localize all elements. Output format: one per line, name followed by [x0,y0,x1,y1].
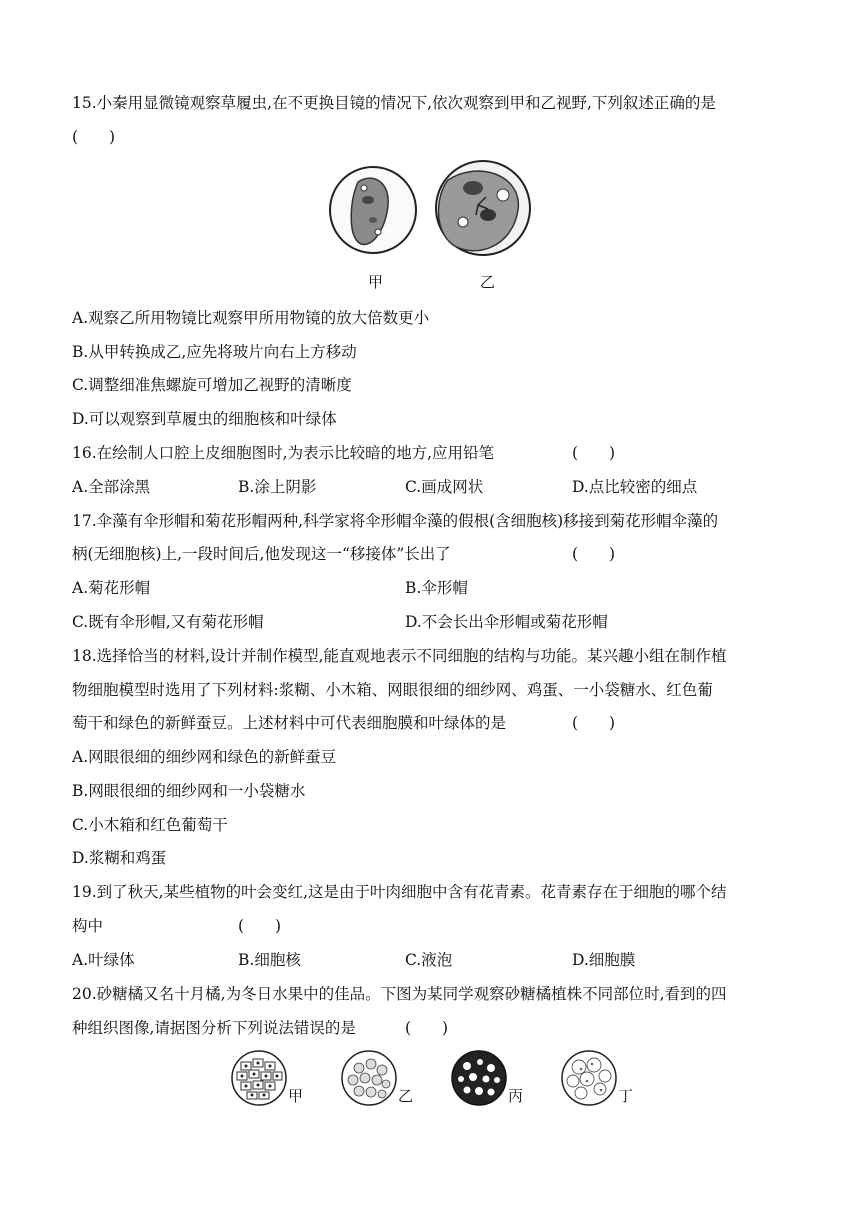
q19-option-d[interactable]: D.细胞膜 [572,951,636,969]
q15-bracket: ( ) [72,128,116,146]
q19-option-c[interactable]: C.液泡 [405,951,453,969]
q20-bracket: ( ) [405,1019,449,1037]
q16-option-a[interactable]: A.全部涂黑 [72,478,151,496]
q15-stem-line1: 15.小秦用显微镜观察草履虫,在不更换目镜的情况下,依次观察到甲和乙视野,下列叙述正确的是 [72,94,716,112]
q18-stem-line3: 萄干和绿色的新鲜蚕豆。上述材料中可代表细胞膜和叶绿体的是 [72,714,507,732]
q17-option-a[interactable]: A.菊花形帽 [72,579,151,597]
field-yi-image [436,161,530,255]
q19-stem-line2: 构中 [72,917,104,935]
q15-option-d[interactable]: D.可以观察到草履虫的细胞核和叶绿体 [72,410,337,428]
q20-tissue-jia-image [229,1050,289,1106]
q15-option-b[interactable]: B.从甲转换成乙,应先将玻片向右上方移动 [72,343,357,361]
q17-stem-line1: 17.伞藻有伞形帽和菊花形帽两种,科学家将伞形帽伞藻的假根(含细胞核)移接到菊花形帽伞藻的 [72,512,719,530]
q19-option-a[interactable]: A.叶绿体 [72,951,135,969]
q18-option-b[interactable]: B.网眼很细的细纱网和一小袋糖水 [72,782,306,800]
q16-stem: 16.在绘制人口腔上皮细胞图时,为表示比较暗的地方,应用铅笔 [72,444,495,462]
q18-option-a[interactable]: A.网眼很细的细纱网和绿色的新鲜蚕豆 [72,748,337,766]
q15-microscope-figure [328,160,538,260]
q20-fig-label-yi: 乙 [398,1087,414,1105]
q16-bracket: ( ) [572,444,616,462]
q15-fig-label-yi: 乙 [480,273,496,291]
q16-option-d[interactable]: D.点比较密的细点 [572,478,698,496]
q18-option-d[interactable]: D.浆糊和鸡蛋 [72,849,167,867]
q18-stem-line2: 物细胞模型时选用了下列材料:浆糊、小木箱、网眼很细的细纱网、鸡蛋、一小袋糖水、红色葡 [72,681,713,699]
q17-bracket: ( ) [572,545,616,563]
q20-fig-label-bing: 丙 [508,1087,524,1105]
q20-tissue-bing-image [449,1050,509,1106]
q20-stem-line2: 种组织图像,请据图分析下列说法错误的是 [72,1019,356,1037]
q16-option-b[interactable]: B.涂上阴影 [238,478,317,496]
q20-fig-label-jia: 甲 [288,1087,304,1105]
q18-option-c[interactable]: C.小木箱和红色葡萄干 [72,816,228,834]
q17-option-b[interactable]: B.伞形帽 [405,579,468,597]
q20-fig-label-ding: 丁 [618,1087,634,1105]
q18-stem-line1: 18.选择恰当的材料,设计并制作模型,能直观地表示不同细胞的结构与功能。某兴趣小组在制作植 [72,647,727,665]
q19-bracket: ( ) [238,917,282,935]
q17-stem-line2: 柄(无细胞核)上,一段时间后,他发现这一“移接体”长出了 [72,545,451,563]
field-jia-image [330,167,416,253]
q20-stem-line1: 20.砂糖橘又名十月橘,为冬日水果中的佳品。下图为某同学观察砂糖橘植株不同部位时,看到的四 [72,985,727,1003]
q20-tissue-yi-image [339,1050,399,1106]
q15-option-c[interactable]: C.调整细准焦螺旋可增加乙视野的清晰度 [72,376,352,394]
q18-bracket: ( ) [572,714,616,732]
q16-option-c[interactable]: C.画成网状 [405,478,484,496]
q19-option-b[interactable]: B.细胞核 [238,951,301,969]
q20-tissue-ding-image [559,1050,619,1106]
q15-fig-label-jia: 甲 [368,273,384,291]
q17-option-d[interactable]: D.不会长出伞形帽或菊花形帽 [405,613,608,631]
q15-option-a[interactable]: A.观察乙所用物镜比观察甲所用物镜的放大倍数更小 [72,309,430,327]
q17-option-c[interactable]: C.既有伞形帽,又有菊花形帽 [72,613,264,631]
q19-stem-line1: 19.到了秋天,某些植物的叶会变红,这是由于叶肉细胞中含有花青素。花青素存在于细胞的哪个结 [72,883,727,901]
